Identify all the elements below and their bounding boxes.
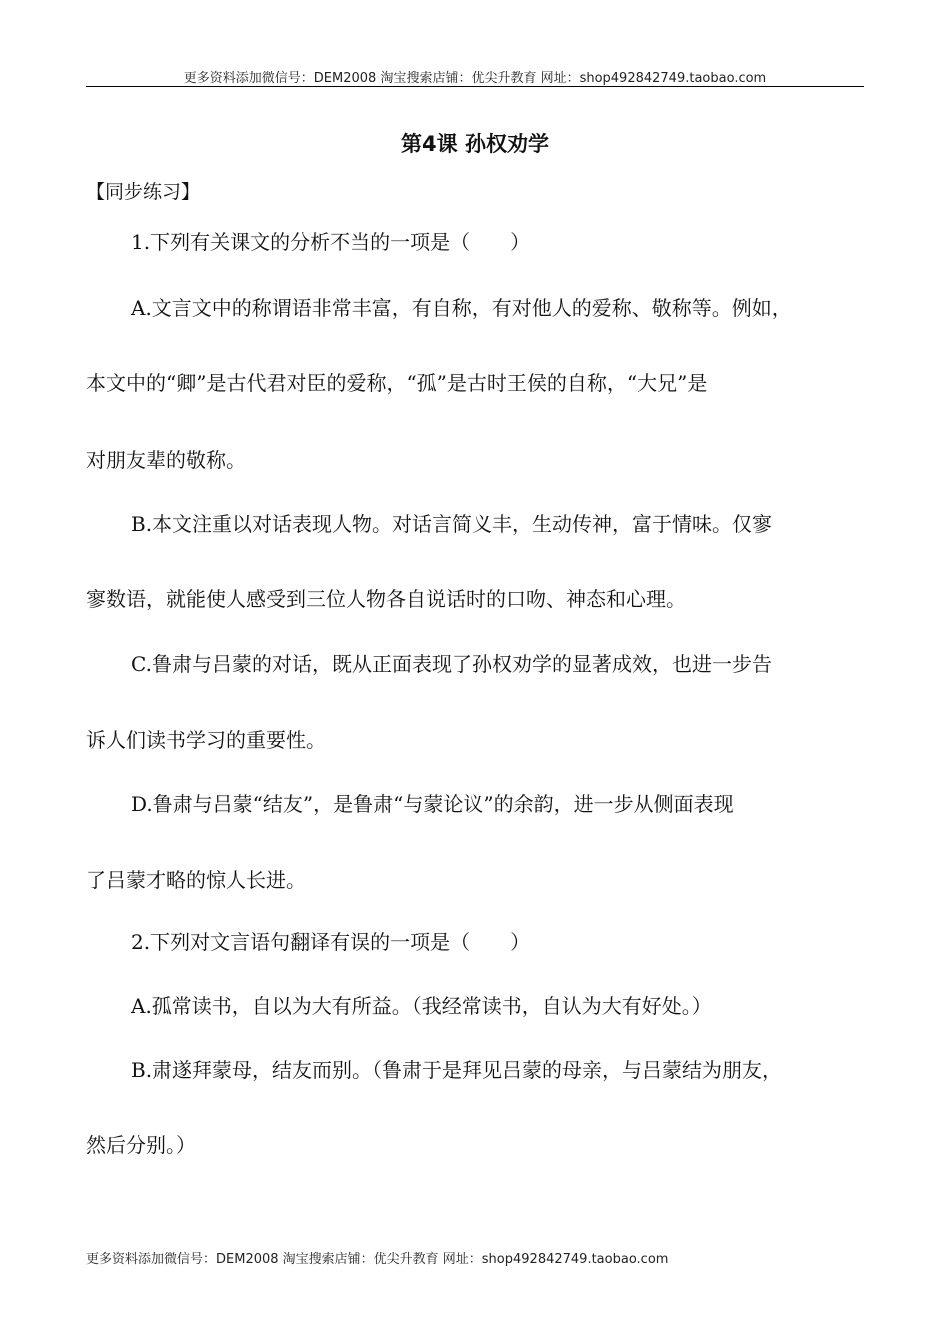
question-2-stem: 2.下列对文言语句翻译有误的一项是（ ） xyxy=(131,930,531,954)
option-line: 了吕蒙才略的惊人长进。 xyxy=(86,868,306,892)
question-1-stem: 1.下列有关课文的分析不当的一项是（ ） xyxy=(131,230,531,254)
lesson-title: 第4课 孙权劝学 xyxy=(401,132,549,156)
option-line: 诉人们读书学习的重要性。 xyxy=(86,728,326,752)
header-divider xyxy=(86,86,864,87)
option-line: B.本文注重以对话表现人物。对话言简义丰，生动传神，富于情味。仅寥 xyxy=(131,512,773,536)
section-label: 【同步练习】 xyxy=(86,181,201,203)
page-footer: 更多资料添加微信号：DEM2008 淘宝搜索店铺：优尖升教育 网址：shop492842749.taobao.com xyxy=(86,1252,669,1267)
option-line: D.鲁肃与吕蒙“结友”，是鲁肃“与蒙论议”的余韵，进一步从侧面表现 xyxy=(131,792,734,816)
option-line: 然后分别。） xyxy=(86,1133,196,1157)
option-line: B.肃遂拜蒙母，结友而别。（鲁肃于是拜见吕蒙的母亲，与吕蒙结为朋友， xyxy=(131,1058,783,1082)
option-line: A.文言文中的称谓语非常丰富，有自称，有对他人的爱称、敬称等。例如， xyxy=(131,296,792,320)
option-line: C.鲁肃与吕蒙的对话，既从正面表现了孙权劝学的显著成效，也进一步告 xyxy=(131,652,772,676)
option-line: 寥数语，就能使人感受到三位人物各自说话时的口吻、神态和心理。 xyxy=(86,587,686,611)
option-line: 对朋友辈的敬称。 xyxy=(86,448,246,472)
option-line: 本文中的“卿”是古代君对臣的爱称，“孤”是古时王侯的自称，“大兄”是 xyxy=(86,371,708,395)
page-header: 更多资料添加微信号：DEM2008 淘宝搜索店铺：优尖升教育 网址：shop492842749.taobao.com xyxy=(183,71,767,86)
option-line: A.孤常读书，自以为大有所益。（我经常读书，自认为大有好处。） xyxy=(131,994,712,1018)
